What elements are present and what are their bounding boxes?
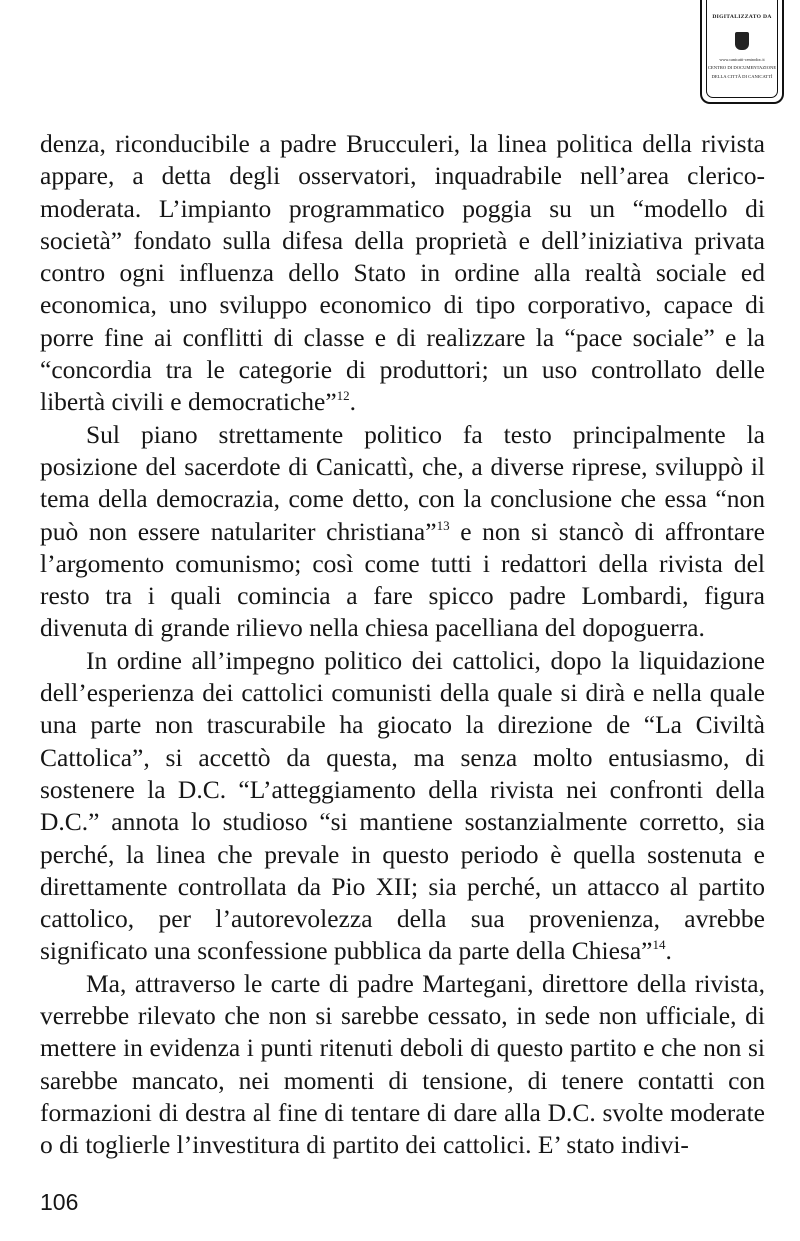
paragraph-text: Ma, attraverso le carte di padre Martegani, direttore della rivista, verrebbe rilevato che non si sarebbe cessato, in sede non ufficiale, di mettere in evidenza i punti ritenuti deboli di questo partito e che non si sarebbe mancato, nei momenti di tensione, di tenere contatti con formazioni di destra al fine di tentare di dare alla D.C. svolte moderate o di toglierle l’investitura di partito dei cattolici. E’ stato indivi-	[40, 968, 765, 1160]
paragraph-text-cont: .	[665, 936, 672, 966]
footnote-ref: 12	[336, 388, 350, 404]
stamp-heading: DIGITALIZZATO DA	[712, 14, 772, 20]
stamp-line-2: DELLA CITTÀ DI CANICATTÌ	[711, 74, 773, 79]
paragraph-text: In ordine all’impegno politico dei cattolici, dopo la liquidazione dell’esperienza dei cattolici comunisti della quale si dirà e nella quale una parte non trascurabile ha giocato la direzione de “La Civiltà Cattolica”, si accettò da questa, ma senza molto entusiasmo, di sostenere la D.C. “L’atteggiamento della rivista nei confronti della D.C.” annota lo studioso “si mantiene sostanzialmente corretto, sia perché, la linea che prevale in questo periodo è quella sostenuta e direttamente controllata da Pio XII; sia perché, un attacco al partito cattolico, per l’autorevolezza della sua provenienza, avrebbe significato una sconfessione pubblica da parte della Chiesa”	[40, 645, 765, 966]
stamp-url: www.canicatti-centrodoc.it	[719, 57, 765, 62]
digitization-stamp	[700, 0, 784, 104]
paragraph-text: denza, riconducibile a padre Brucculeri, la linea politica della rivista appare, a detta degli osservatori, inquadrabile nell’area clerico-moderata. L’impianto programmatico poggia su un “modello di società” fondato sulla difesa della proprietà e dell’iniziativa privata contro ogni influenza dello Stato in ordine alla realtà sociale ed economica, uno sviluppo economico di tipo corporativo, capace di porre fine ai conflitti di classe e di realizzare la “pace sociale” e la “concordia tra le categorie di produttori; un uso controllato delle libertà civili e democratiche”	[40, 129, 765, 417]
paragraph-text-cont: e non si stancò di affrontare l’argomento comunismo; così come tutti i redattori della rivista del resto tra i quali comincia a fare spicco padre Lombardi, figura divenuta di grande rilievo nella chiesa pacelliana del dopoguerra.	[40, 516, 765, 643]
body-text	[40, 128, 765, 1162]
coat-of-arms-icon	[735, 32, 749, 50]
footnote-ref: 13	[436, 517, 450, 533]
footnote-ref: 14	[652, 937, 666, 953]
stamp-line-1: CENTRO DI DOCUMENTAZIONE	[707, 65, 777, 70]
paragraph-1	[40, 128, 765, 419]
paragraph-4	[40, 968, 765, 1162]
page-number: 106	[40, 1189, 79, 1215]
paragraph-3	[40, 645, 765, 968]
paragraph-2	[40, 419, 765, 645]
paragraph-text: Sul piano strettamente politico fa testo principalmente la posizione del sacerdote di Canicattì, che, a diverse riprese, sviluppò il tema della democrazia, come detto, con la conclusione che essa “non può non essere natulariter christiana”	[40, 419, 765, 546]
paragraph-text-cont: .	[349, 387, 357, 417]
